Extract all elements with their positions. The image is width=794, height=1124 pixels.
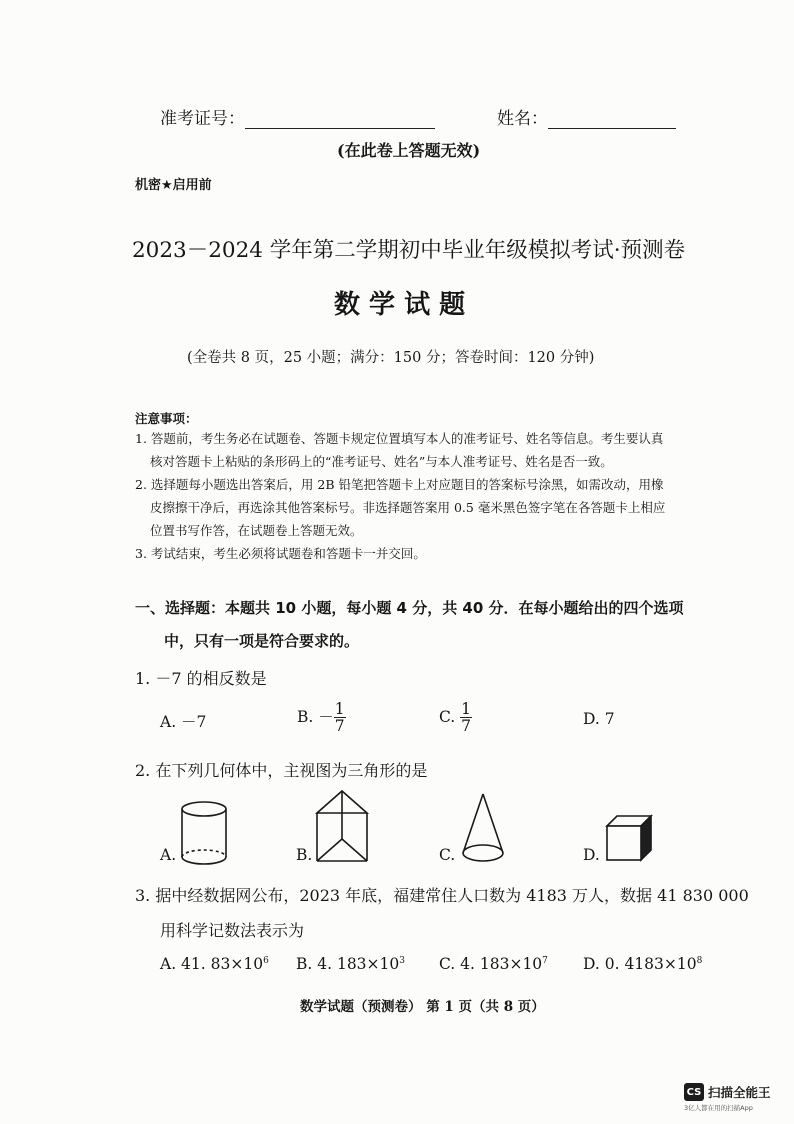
- fraction-denominator: 7: [461, 717, 472, 736]
- q3-option-d-exponent: 8: [696, 955, 703, 966]
- invalid-note: (在此卷上答题无效): [337, 141, 481, 160]
- exam-title: 2023－2024 学年第二学期初中毕业年级模拟考试·预测卷: [132, 238, 686, 263]
- scanner-app-name: 扫描全能王: [708, 1085, 771, 1100]
- q3-option-b-base: B. 4. 183×10: [296, 955, 400, 973]
- q1-option-c-fraction: [460, 701, 472, 735]
- page-footer: 数学试题（预测卷） 第 1 页（共 8 页）: [300, 999, 545, 1015]
- notes-heading: 注意事项：: [135, 411, 198, 426]
- note-line: 皮擦擦干净后，再选涂其他答案标号。非选择题答案用 0.5 毫米黑色签字笔在各答题卡上相应: [150, 500, 666, 515]
- q3-option-c-exponent: 7: [542, 955, 548, 966]
- q1-option-a: A. －7: [160, 713, 207, 731]
- scanner-watermark: [684, 1083, 771, 1112]
- name-blank: [548, 128, 676, 129]
- q1-option-c-prefix: C.: [439, 707, 456, 726]
- note-line: 1. 答题前，考生务必在试题卷、答题卡规定位置填写本人的准考证号、姓名等信息。考生要认真: [135, 431, 664, 446]
- cone-figure: [460, 791, 506, 869]
- exam-info: (全卷共 8 页，25 小题；满分：150 分；答卷时间：120 分钟): [187, 350, 595, 366]
- q3-option-c-base: C. 4. 183×10: [439, 955, 543, 973]
- note-line: 2. 选择题每小题选出答案后，用 2B 铅笔把答题卡上对应题目的答案标号涂黑，如需改动，用橡: [135, 477, 664, 492]
- exam-number-label: 准考证号：: [160, 109, 245, 129]
- fraction-numerator: 1: [461, 700, 472, 718]
- note-line: 3. 考试结束，考生必须将试题卷和答题卡一并交回。: [135, 546, 426, 561]
- q2-option-a: A.: [160, 846, 177, 864]
- cube-figure: [603, 812, 655, 864]
- q1-option-b-prefix: B. －: [297, 707, 334, 726]
- q3-option-a-exponent: 6: [263, 955, 269, 966]
- q3-option-b-exponent: 3: [399, 955, 405, 966]
- q2-option-c: C.: [439, 846, 456, 864]
- cylinder-figure: [176, 799, 232, 869]
- notes-list: [135, 427, 665, 565]
- section-heading-line2: 中，只有一项是符合要求的。: [164, 632, 360, 650]
- q2-option-d: D.: [583, 846, 600, 864]
- question-1-stem: 1. －7 的相反数是: [135, 669, 267, 688]
- secret-label: 机密★启用前: [135, 178, 212, 193]
- note-line: 核对答题卡上粘贴的条形码上的“准考证号、姓名”与本人准考证号、姓名是否一致。: [150, 454, 613, 469]
- q3-option-c: [439, 955, 548, 973]
- q1-option-b-fraction: [334, 701, 346, 735]
- q3-option-d: [583, 955, 702, 973]
- q2-option-b: B.: [296, 846, 313, 864]
- name-label: 姓名：: [497, 109, 548, 129]
- question-2-stem: 2. 在下列几何体中，主视图为三角形的是: [135, 761, 428, 780]
- q3-option-a-base: A. 41. 83×10: [160, 955, 264, 973]
- name-field: [497, 104, 676, 129]
- q3-option-d-base: D. 0. 4183×10: [583, 955, 697, 973]
- q3-option-b: [296, 955, 405, 973]
- fraction-denominator: 7: [334, 717, 345, 736]
- q3-option-a: [160, 955, 269, 973]
- note-line: 位置书写作答，在试题卷上答题无效。: [150, 523, 363, 538]
- subject-title: 数 学 试 题: [334, 290, 466, 320]
- scanner-tagline: 3亿人都在用的扫描App: [684, 1104, 753, 1112]
- q1-option-b: [297, 701, 346, 735]
- q1-option-d: D. 7: [583, 710, 615, 728]
- exam-number-field: [160, 104, 435, 129]
- question-3-stem-line2: 用科学记数法表示为: [160, 921, 305, 940]
- triangular-prism-figure: [313, 787, 371, 865]
- scanner-logo-icon: CS: [684, 1083, 704, 1101]
- fraction-numerator: 1: [334, 700, 345, 718]
- section-heading-line1: 一、选择题：本题共 10 小题，每小题 4 分，共 40 分．在每小题给出的四个选项: [135, 599, 684, 617]
- question-3-stem-line1: 3. 据中经数据网公布，2023 年底，福建常住人口数为 4183 万人，数据 41 830 000: [135, 886, 749, 905]
- exam-number-blank: [245, 128, 435, 129]
- q1-option-c: [439, 701, 472, 735]
